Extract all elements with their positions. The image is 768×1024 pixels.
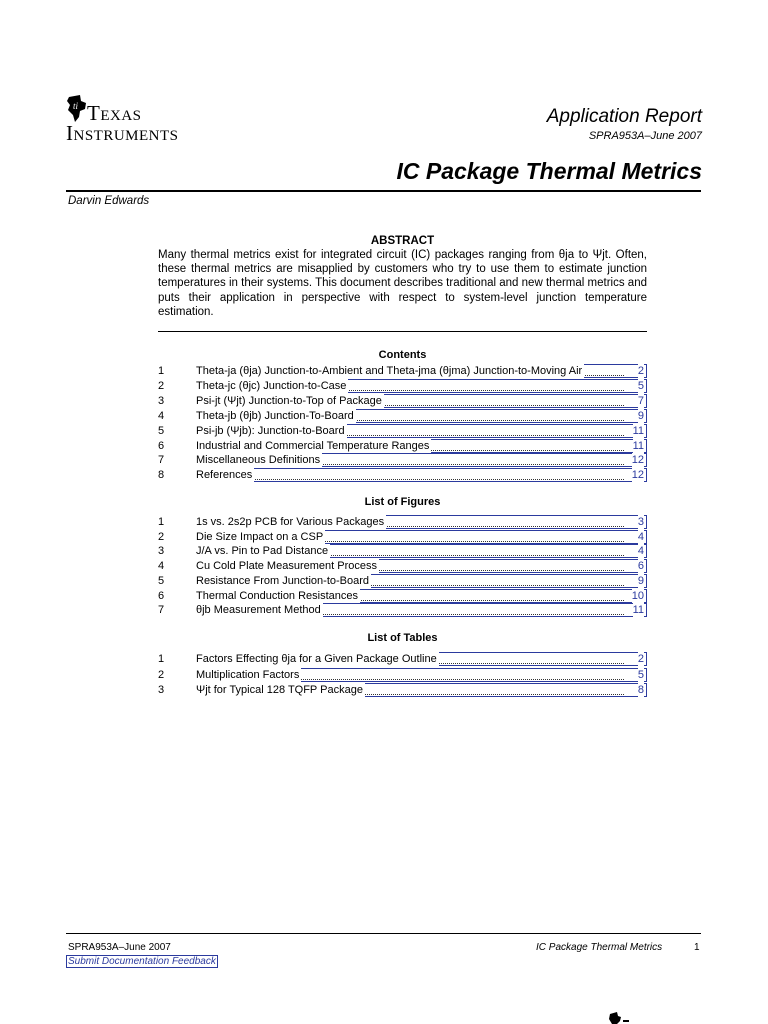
abstract-heading: ABSTRACT xyxy=(370,235,435,247)
entry-number: 8 xyxy=(158,469,165,482)
contents-entry[interactable] xyxy=(158,468,647,482)
entry-label: Die Size Impact on a CSP xyxy=(196,530,324,543)
entry-number: 4 xyxy=(158,409,165,422)
figures-entry[interactable] xyxy=(158,589,647,603)
figures-entry[interactable] xyxy=(158,603,647,617)
abstract-divider xyxy=(158,331,647,332)
entry-label: Theta-ja (θja) Junction-to-Ambient and Theta-jma (θjma) Junction-to-Moving Air xyxy=(196,365,583,377)
entry-page[interactable]: 2 xyxy=(637,653,644,665)
entry-page[interactable]: 2 xyxy=(637,365,644,377)
figures-entry[interactable] xyxy=(158,530,647,544)
entry-number: 5 xyxy=(158,574,165,587)
entry-number: 1 xyxy=(158,516,165,528)
entry-label: Psi-jb (Ψjb): Junction-to-Board xyxy=(196,424,345,437)
entry-number: 7 xyxy=(158,454,165,467)
doc-id: SPRA953A–June 2007 xyxy=(588,130,702,142)
entry-page[interactable]: 3 xyxy=(637,516,644,528)
contents-entry[interactable] xyxy=(158,424,647,438)
page-title: IC Package Thermal Metrics xyxy=(396,158,702,184)
entry-label: Ψjt for Typical 128 TQFP Package xyxy=(196,684,363,696)
entry-label: Psi-jt (Ψjt) Junction-to-Top of Package xyxy=(196,394,382,407)
contents-entry[interactable] xyxy=(158,453,647,467)
entry-page[interactable]: 11 xyxy=(632,439,644,452)
figures-entry[interactable] xyxy=(158,544,647,558)
svg-text:ti: ti xyxy=(73,101,79,111)
entry-number: 1 xyxy=(158,653,165,665)
entry-page[interactable]: 5 xyxy=(637,668,644,681)
contents-entry[interactable] xyxy=(158,409,647,423)
entry-number: 6 xyxy=(158,589,165,602)
page-number: 1 xyxy=(694,942,700,953)
entry-label: J/A vs. Pin to Pad Distance xyxy=(196,545,329,558)
entry-label: Miscellaneous Definitions xyxy=(196,454,321,467)
entry-label: References xyxy=(196,469,253,482)
entry-label: Multiplication Factors xyxy=(196,668,300,681)
entry-label: Theta-jc (θjc) Junction-to-Case xyxy=(196,379,347,392)
entry-page[interactable]: 6 xyxy=(637,560,644,573)
entry-page[interactable]: 4 xyxy=(637,545,644,558)
entry-number: 3 xyxy=(158,545,165,558)
figures-entry[interactable] xyxy=(158,559,647,573)
entry-page[interactable]: 11 xyxy=(632,424,644,437)
report-type: Application Report xyxy=(546,106,702,127)
submit-feedback-link[interactable]: Submit Documentation Feedback xyxy=(68,956,216,967)
figures-entry[interactable] xyxy=(158,515,647,529)
entry-label: Factors Effecting θja for a Given Package Outline xyxy=(196,653,437,665)
entry-number: 2 xyxy=(158,668,165,681)
entry-label: 1s vs. 2s2p PCB for Various Packages xyxy=(196,516,385,528)
entry-number: 2 xyxy=(158,379,165,392)
entry-page[interactable]: 4 xyxy=(637,530,644,543)
tables-entry[interactable] xyxy=(158,652,647,666)
figures-heading: List of Figures xyxy=(364,496,441,508)
entry-page[interactable]: 12 xyxy=(631,469,644,482)
entry-page[interactable]: 8 xyxy=(637,684,644,696)
entry-number: 1 xyxy=(158,365,165,377)
abstract-text: Many thermal metrics exist for integrated circuit (IC) packages ranging from θja to Ψjt. Often, these thermal metrics are misapplied by customers who try to use them to estimate junction temperatures in their systems. This document describes traditional and new thermal metrics and puts their application in perspective with respect to system-level junction temperature estimation. xyxy=(158,249,647,318)
entry-number: 6 xyxy=(158,439,165,452)
tables-heading: List of Tables xyxy=(367,632,438,644)
entry-link-box[interactable] xyxy=(196,468,647,482)
ti-logo xyxy=(66,95,216,143)
footer-title: IC Package Thermal Metrics xyxy=(536,942,663,953)
contents-entry[interactable] xyxy=(158,439,647,453)
entry-label: Industrial and Commercial Temperature Ranges xyxy=(196,439,430,452)
entry-label: Thermal Conduction Resistances xyxy=(196,589,359,602)
contents-heading: Contents xyxy=(378,349,427,361)
dot-leader xyxy=(197,479,624,480)
entry-label: Resistance From Junction-to-Board xyxy=(196,574,370,587)
author: Darvin Edwards xyxy=(68,195,150,207)
entry-page[interactable]: 5 xyxy=(637,379,644,392)
entry-page[interactable]: 7 xyxy=(637,394,644,407)
contents-entry[interactable] xyxy=(158,379,647,393)
tables-entry[interactable] xyxy=(158,668,647,682)
entry-page[interactable]: 9 xyxy=(637,574,644,587)
contents-entry[interactable] xyxy=(158,364,647,378)
footer-doc-id: SPRA953A–June 2007 xyxy=(68,942,171,953)
entry-number: 5 xyxy=(158,424,165,437)
contents-entry[interactable] xyxy=(158,394,647,408)
entry-number: 7 xyxy=(158,604,165,617)
entry-page[interactable]: 9 xyxy=(637,409,644,422)
entry-page[interactable]: 10 xyxy=(631,589,644,602)
entry-number: 4 xyxy=(158,560,165,573)
brand-line-1: Texas xyxy=(87,101,142,125)
entry-label: Cu Cold Plate Measurement Process xyxy=(196,560,377,573)
figures-entry[interactable] xyxy=(158,574,647,588)
entry-label: θjb Measurement Method xyxy=(196,604,321,617)
entry-number: 3 xyxy=(158,394,165,407)
ti-state-icon xyxy=(66,95,88,123)
entry-page[interactable]: 12 xyxy=(631,454,644,467)
brand-line-2: Instruments xyxy=(66,121,179,145)
entry-number: 3 xyxy=(158,684,165,696)
footer-divider xyxy=(66,933,701,934)
entry-page[interactable]: 11 xyxy=(632,604,644,617)
title-divider xyxy=(66,190,701,192)
entry-number: 2 xyxy=(158,530,165,543)
entry-label: Theta-jb (θjb) Junction-To-Board xyxy=(196,409,354,422)
ti-small-logo-icon xyxy=(608,1012,630,1024)
tables-entry[interactable] xyxy=(158,683,647,697)
